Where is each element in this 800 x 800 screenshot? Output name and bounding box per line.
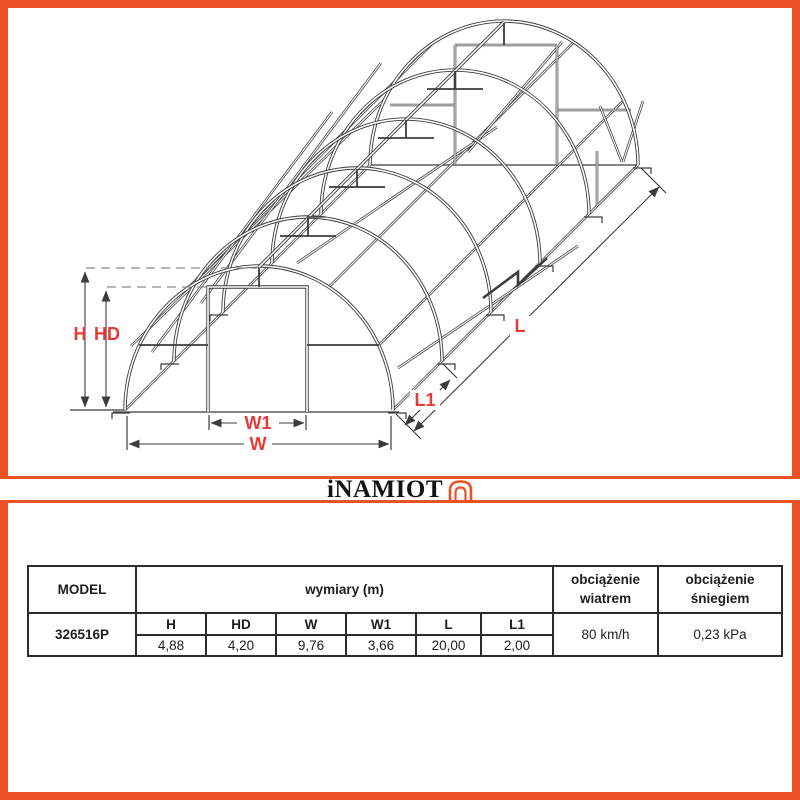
dimension-label-hd: HD (94, 324, 120, 344)
model-header-cell: MODEL (28, 566, 136, 613)
snow-load-value-cell: 0,23 kPa (658, 613, 782, 656)
dimensions-header-cell: wymiary (m) (136, 566, 553, 613)
dim-value-w: 9,76 (276, 635, 346, 656)
dimension-label-l1: L1 (414, 390, 436, 410)
wind-load-header-line2: wiatrem (580, 590, 632, 606)
dimension-label-w: W (249, 434, 267, 454)
logo-band (0, 476, 800, 503)
brand-logo-text: iNAMIOT (327, 476, 443, 503)
dim-value-hd: 4,20 (206, 635, 276, 656)
wind-load-value-cell: 80 km/h (553, 613, 658, 656)
snow-load-header-line1: obciążenie (685, 572, 755, 588)
dim-label-w: W (276, 613, 346, 635)
tent-icon (448, 479, 473, 501)
brand-logo (327, 477, 473, 502)
dim-label-l: L (416, 613, 481, 635)
snow-load-header-line2: śniegiem (690, 590, 750, 606)
wind-load-header-line1: obciążenie (571, 572, 641, 588)
dim-value-l: 20,00 (416, 635, 481, 656)
dim-label-hd: HD (206, 613, 276, 635)
dim-value-l1: 2,00 (481, 635, 553, 656)
dim-value-w1: 3,66 (346, 635, 416, 656)
dim-label-h: H (136, 613, 206, 635)
dim-label-l1: L1 (481, 613, 553, 635)
model-value-cell: 326516P (28, 613, 136, 656)
dim-label-w1: W1 (346, 613, 416, 635)
dim-value-h: 4,88 (136, 635, 206, 656)
dimension-label-l: L (514, 316, 526, 336)
dimension-label-h: H (73, 324, 87, 344)
dimension-label-w1: W1 (244, 413, 272, 433)
